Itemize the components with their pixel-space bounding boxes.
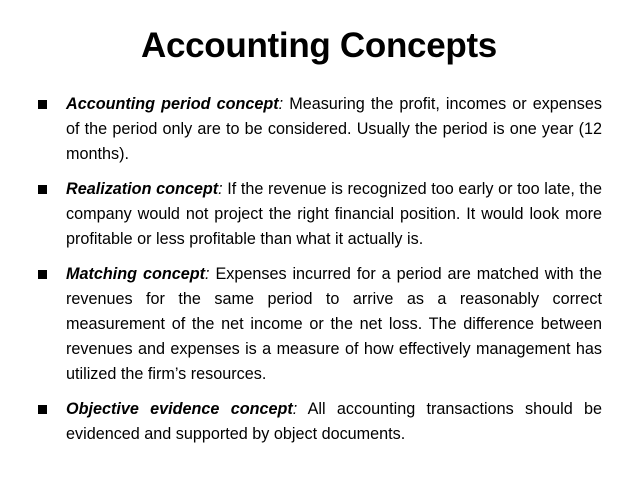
concept-description: If the revenue is recognized too early or too late, the company would not project the right financial position. It would look more profitable or less profitable than what it actually is. (66, 180, 602, 248)
concept-term: Realization concept (66, 180, 219, 198)
bullet-list (36, 92, 602, 457)
square-bullet-icon (38, 100, 47, 109)
square-bullet-icon (38, 270, 47, 279)
square-bullet-icon (38, 185, 47, 194)
bullet-realization (36, 177, 602, 252)
term-colon: : (218, 180, 223, 198)
bullet-matching (36, 262, 602, 387)
bullet-accounting-period (36, 92, 602, 167)
term-colon: : (278, 95, 284, 113)
concept-term: Accounting period concept (66, 95, 279, 113)
concept-term: Matching concept (66, 265, 206, 283)
bullet-objective-evidence (36, 397, 602, 447)
concept-term: Objective evidence concept (66, 400, 293, 418)
square-bullet-icon (38, 405, 47, 414)
concept-description: Expenses incurred for a period are matched with the revenues for the same period to arrive as a reasonably correct measurement of the net income or the net loss. The difference between revenues and expenses is a measure of how effectively management has utilized the firm’s resources. (66, 265, 602, 383)
slide-title: Accounting Concepts (141, 26, 497, 65)
concept-description: All accounting transactions should be evidenced and supported by object documents. (66, 400, 602, 443)
concept-description: Measuring the profit, incomes or expenses of the period only are to be considered. Usually the period is one year (12 months). (66, 95, 602, 163)
term-colon: : (205, 265, 210, 283)
term-colon: : (292, 400, 298, 418)
